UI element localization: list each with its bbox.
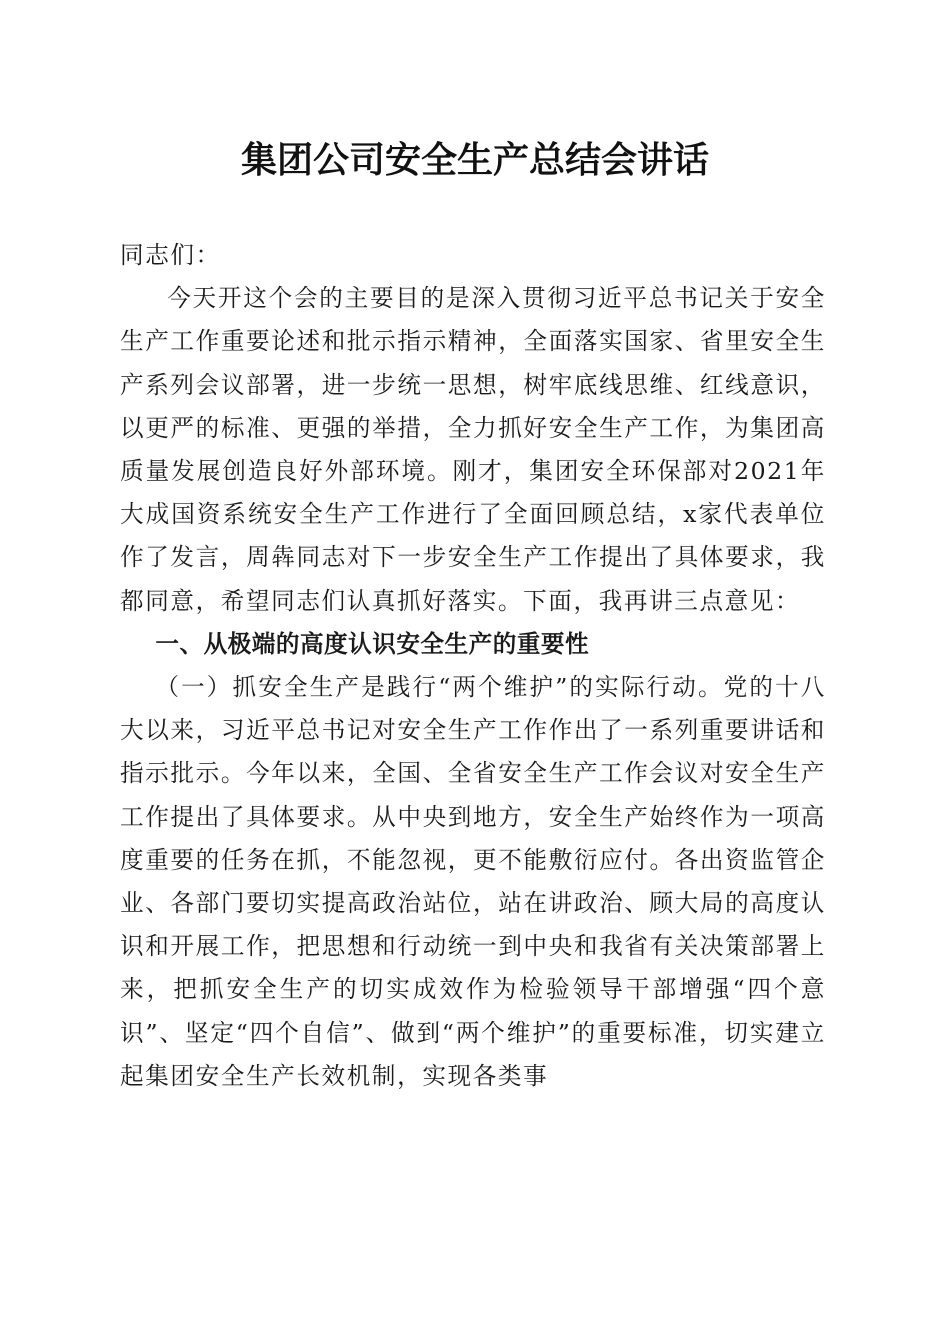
salutation: 同志们：: [120, 241, 221, 269]
section-heading: 一、从极端的高度认识安全生产的重要性: [155, 629, 590, 658]
document-body: [120, 234, 826, 1098]
section-paragraph: （一）抓安全生产是践行“两个维护”的实际行动。党的十八大以来，习近平总书记对安全生产工作作出了一系列重要讲话和指示批示。今年以来，全国、全省安全生产工作会议对安全生产工作提出了具体要求。从中央到地方，安全生产始终作为一项高度重要的任务在抓，不能忽视，更不能敷衍应付。各出资监管企业、各部门要切实提高政治站位，站在讲政治、顾大局的高度认识和开展工作，把思想和行动统一到中央和我省有关决策部署上来，把抓安全生产的切实成效作为检验领导干部增强“四个意识”、坚定“四个自信”、做到“两个维护”的重要标准，切实建立起集团安全生产长效机制，实现各类事: [120, 673, 826, 1090]
document-title: 集团公司安全生产总结会讲话: [240, 139, 709, 181]
intro-paragraph: 今天开这个会的主要目的是深入贯彻习近平总书记关于安全生产工作重要论述和批示指示精神，全面落实国家、省里安全生产系列会议部署，进一步统一思想，树牢底线思维、红线意识，以更严的标准、更强的举措，全力抓好安全生产工作，为集团高质量发展创造良好外部环境。刚才，集团安全环保部对2021年大成国资系统安全生产工作进行了全面回顾总结，x家代表单位作了发言，周犇同志对下一步安全生产工作提出了具体要求，我都同意，希望同志们认真抓好落实。下面，我再讲三点意见：: [120, 284, 826, 615]
